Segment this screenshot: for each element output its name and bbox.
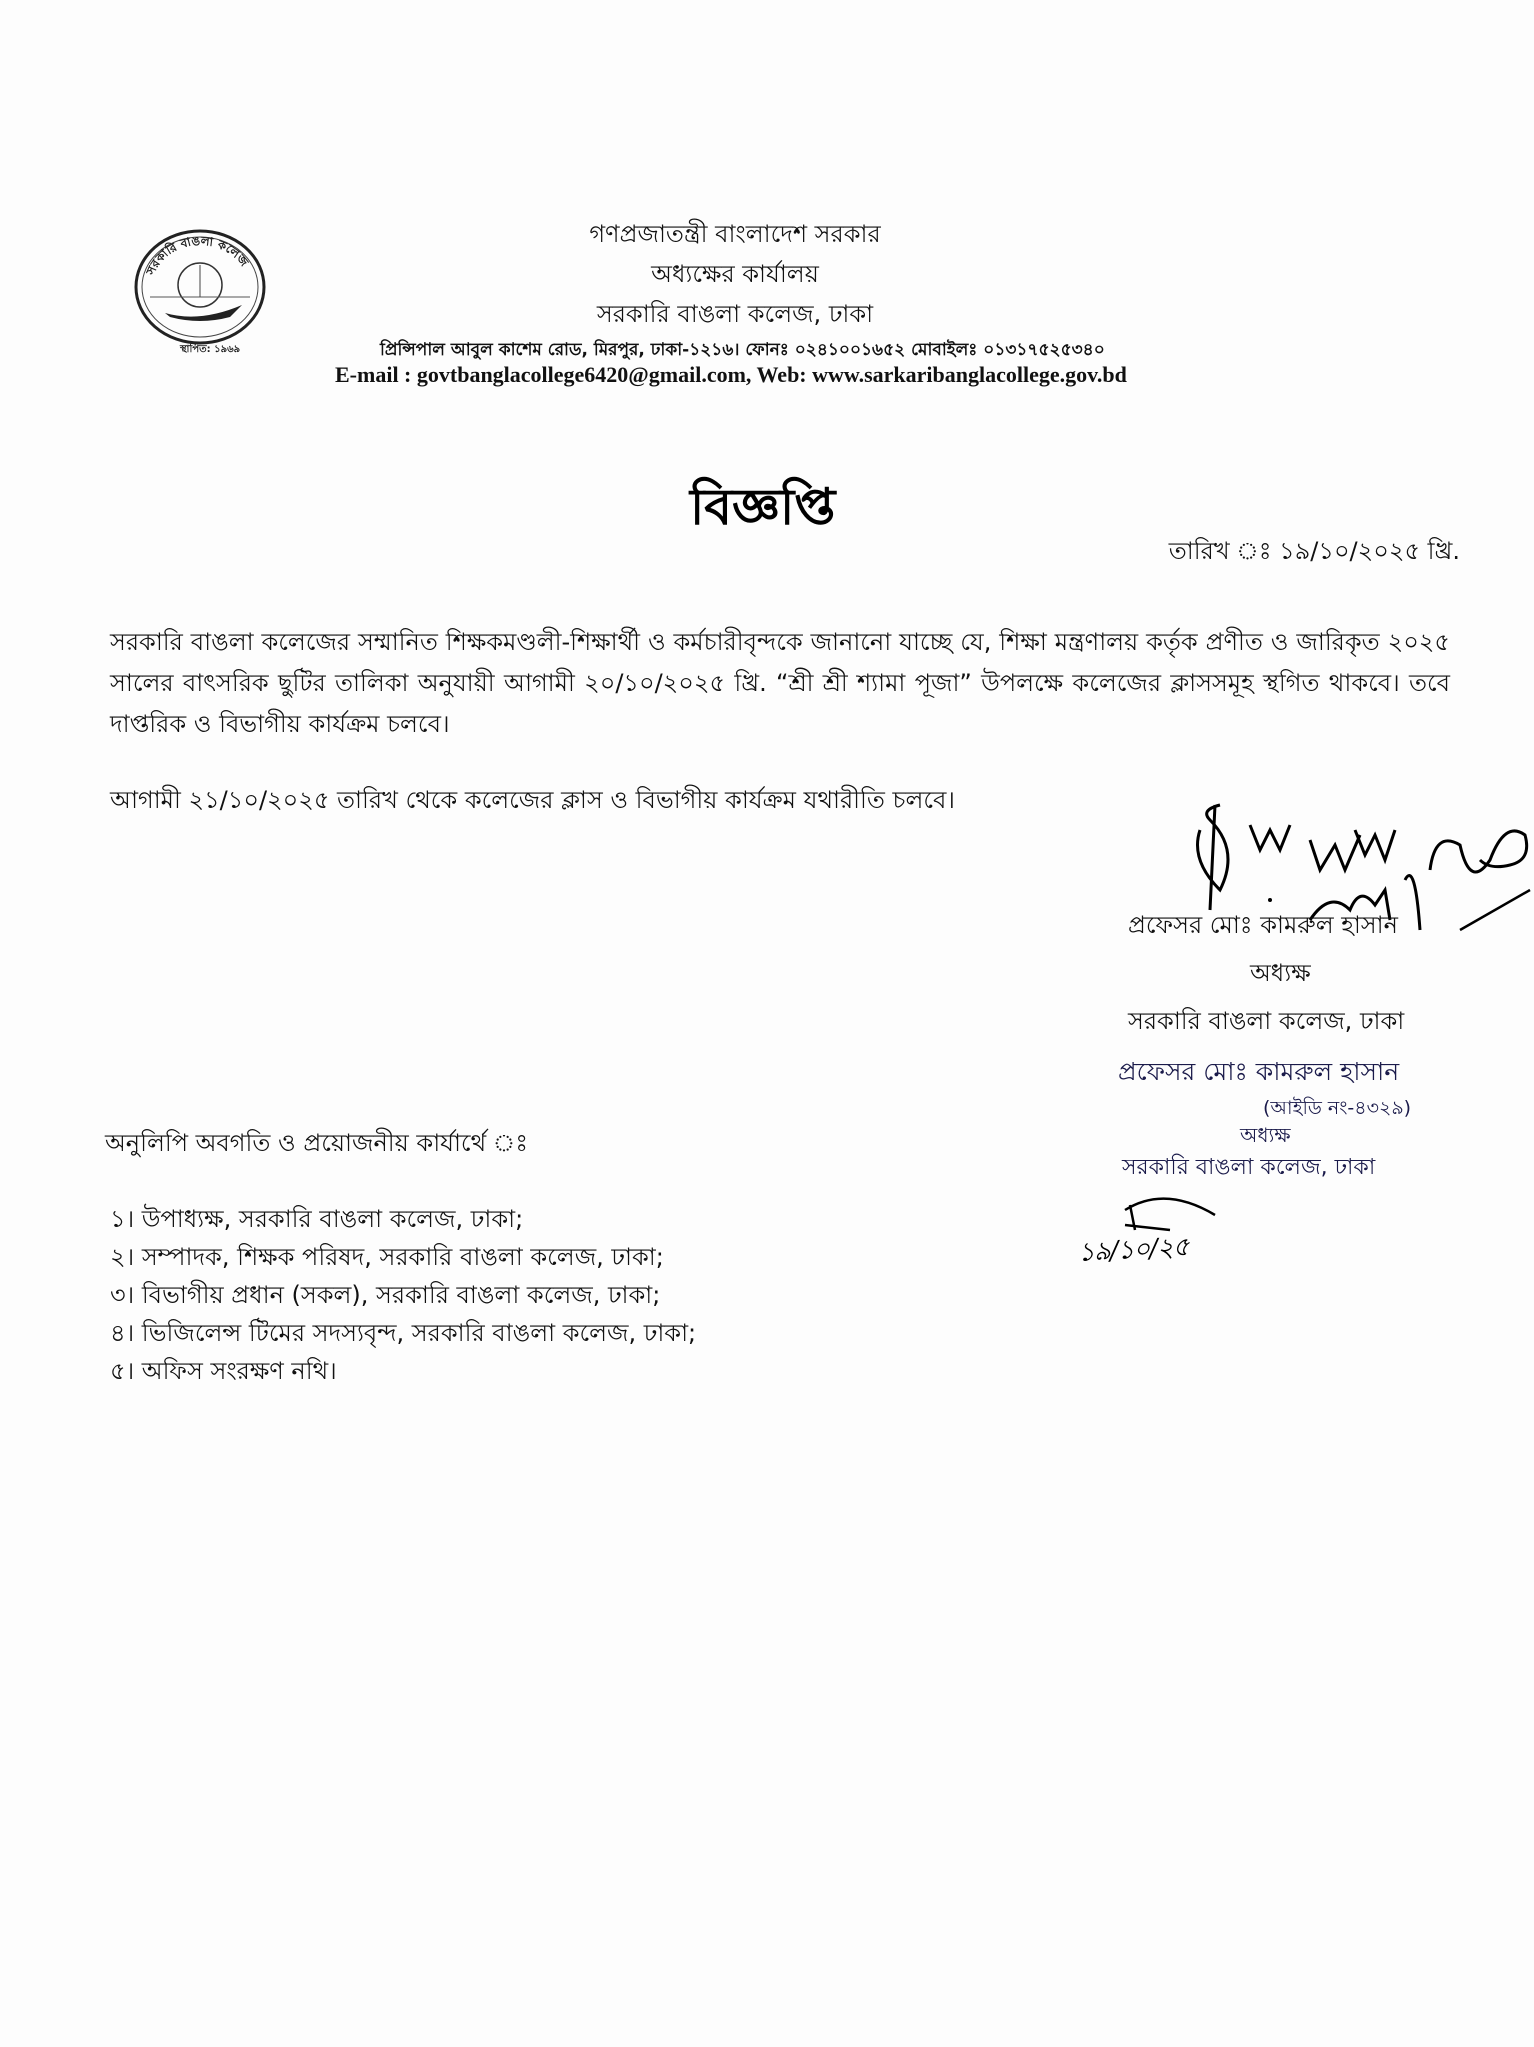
seal-established-year: স্থাপিত: ১৯৬৯ (179, 344, 241, 355)
govt-header: গণপ্রজাতন্ত্রী বাংলাদেশ সরকার (589, 220, 881, 248)
copies-list-item: ৫। অফিস সংরক্ষণ নথি। (110, 1357, 337, 1385)
copies-list-item: ৩। বিভাগীয় প্রধান (সকল), সরকারি বাঙলা কলেজ, ঢাকা; (110, 1281, 661, 1309)
stamp-title: অধ্যক্ষ (1240, 1123, 1291, 1147)
college-seal-logo (130, 225, 270, 355)
college-header: সরকারি বাঙলা কলেজ, ঢাকা (596, 300, 874, 328)
stamp-id: (আইডি নং-৪৩২৯) (1263, 1097, 1412, 1119)
signatory-name: প্রফেসর মোঃ কামরুল হাসান (1128, 911, 1398, 939)
stamp-name: প্রফেসর মোঃ কামরুল হাসান (1118, 1057, 1400, 1086)
initials-date: ১৯/১০/২৫ (1077, 1232, 1190, 1268)
notice-resume-paragraph: আগামী ২১/১০/২০২৫ তারিখ থেকে কলেজের ক্লাস ও বিভাগীয় কার্যক্রম যথারীতি চলবে। (110, 786, 955, 814)
notice-title: বিজ্ঞপ্তি (690, 478, 836, 536)
notice-date: তারিখ ঃ ১৯/১০/২০২৫ খ্রি. (1168, 537, 1460, 565)
signatory-org: সরকারি বাঙলা কলেজ, ঢাকা (1128, 1007, 1405, 1035)
stamp-org: সরকারি বাঙলা কলেজ, ঢাকা (1122, 1155, 1376, 1180)
copies-list (110, 1200, 696, 1390)
copies-list-item: ১। উপাধ্যক্ষ, সরকারি বাঙলা কলেজ, ঢাকা; (110, 1205, 524, 1233)
notice-body-paragraph: সরকারি বাঙলা কলেজের সম্মানিত শিক্ষকমণ্ডলী-শিক্ষার্থী ও কর্মচারীবৃন্দকে জানানো যাচ্ছে যে, শিক্ষা মন্ত্রণালয় কর্তৃক প্রণীত ও জারিকৃত ২০২৫ সালের বাৎসরিক ছুটির তালিকা অনুযায়ী আগামী ২০/১০/২০২৫ খ্রি. “শ্রী শ্রী শ্যামা পূজা” উপলক্ষে কলেজের ক্লাসসমূহ স্থগিত থাকবে। তবে দাপ্তরিক ও বিভাগীয় কার্যক্রম চলবে। (110, 628, 1450, 738)
copies-list-item: ২। সম্পাদক, শিক্ষক পরিষদ, সরকারি বাঙলা কলেজ, ঢাকা; (110, 1243, 664, 1271)
email-web-line: E-mail : govtbanglacollege6420@gmail.com, Web: www.sarkaribanglacollege.gov.bd (335, 362, 1127, 387)
office-header: অধ্যক্ষের কার্যালয় (651, 260, 819, 288)
copies-list-item: ৪। ভিজিলেন্স টিমের সদস্যবৃন্দ, সরকারি বাঙলা কলেজ, ঢাকা; (110, 1319, 697, 1347)
copies-heading: অনুলিপি অবগতি ও প্রয়োজনীয় কার্যার্থে ঃ (105, 1129, 529, 1157)
address-line: প্রিন্সিপাল আবুল কাশেম রোড, মিরপুর, ঢাকা-১২১৬। ফোনঃ ০২৪১০০১৬৫২ মোবাইলঃ ০১৩১৭৫২৫৩৪০ (380, 340, 1105, 360)
signatory-title: অধ্যক্ষ (1250, 959, 1311, 987)
seal-ring-text: সরকারি বাঙলা কলেজ (143, 233, 252, 277)
